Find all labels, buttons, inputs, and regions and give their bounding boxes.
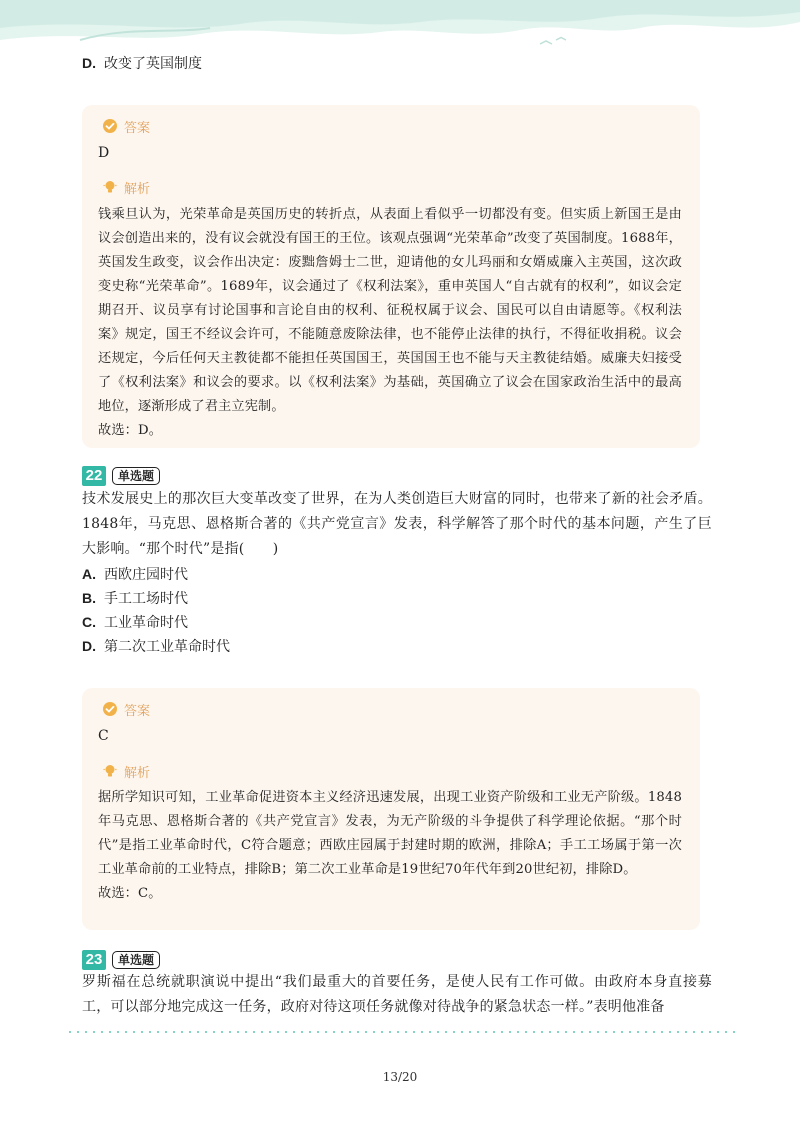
question-stem-22: 技术发展史上的那次巨大变革改变了世界，在为人类创造巨大财富的同时，也带来了新的社会矛盾。1848年，马克思、恩格斯合著的《共产党宣言》发表，科学解答了那个时代的基本问题，产生了巨大影响。“那个时代”是指( ) <box>82 491 712 557</box>
option-b: B. 手工工场时代 <box>82 590 188 607</box>
answer-value: C <box>98 728 109 744</box>
question-type-badge: 单选题 <box>112 951 160 969</box>
prev-option-d <box>82 53 202 74</box>
question-number: 23 <box>82 950 106 970</box>
analysis-text: 钱乘旦认为，光荣革命是英国历史的转折点，从表面上看似乎一切都没有变。但实质上新国王是由议会创造出来的，没有议会就没有国王的王位。该观点强调“光荣革命”改变了英国制度。1688年，英国发生政变，议会作出决定：废黜詹姆士二世，迎请他的女儿玛丽和女婿威廉入主英国，这次政变史称“光荣革命”。1689年，议会通过了《权利法案》，重申英国人“自古就有的权利”，如议会定期召开、议员享有讨论国事和言论自由的权利、征税权属于议会、国民可以自由请愿等。《权利法案》规定，国王不经议会许可，不能随意废除法律，也不能停止法律的执行，不得征收捐税。议会还规定，今后任何天主教徒都不能担任英国国王，英国国王也不能与天主教徒结婚。威廉夫妇接受了《权利法案》和议会的要求。以《权利法案》为基础，英国确立了议会在国家政治生活中的最高地位，逐渐形成了君主立宪制。 故选：D。 <box>98 207 682 438</box>
lightbulb-icon <box>102 763 118 779</box>
dotted-divider <box>66 1031 736 1033</box>
question-header-22 <box>82 466 160 486</box>
option-d: D. 第二次工业革命时代 <box>82 638 230 655</box>
option-c: C. 工业革命时代 <box>82 614 188 631</box>
question-type-badge: 单选题 <box>112 467 160 485</box>
check-badge-icon <box>102 118 118 134</box>
conclusion: 故选：D。 <box>98 423 163 438</box>
answer-label: 答案 <box>102 117 150 135</box>
question-header-23 <box>82 950 160 970</box>
question-number: 22 <box>82 466 106 486</box>
analysis-label: 解析 <box>102 762 150 780</box>
answer-label: 答案 <box>102 700 150 718</box>
check-badge-icon <box>102 701 118 717</box>
question-stem-23: 罗斯福在总统就职演说中提出“我们最重大的首要任务，是使人民有工作可做。由政府本身直接募工，可以部分地完成这一任务，政府对待这项任务就像对待战争的紧急状态一样。”表明他准备 <box>82 974 712 1015</box>
option-letter: D. <box>82 55 96 71</box>
analysis-text: 据所学知识可知，工业革命促进资本主义经济迅速发展，出现工业资产阶级和工业无产阶级。1848年马克思、恩格斯合著的《共产党宣言》发表，为无产阶级的斗争提供了科学理论依据。“那个时代”是指工业革命时代，C符合题意；西欧庄园属于封建时期的欧洲，排除A；手工工场属于第一次工业革命前的工业特点，排除B；第二次工业革命是19世纪70年代年到20世纪初，排除D。 故选：C。 <box>98 790 682 901</box>
analysis-label: 解析 <box>102 178 150 196</box>
answer-value: D <box>98 145 110 161</box>
option-text: 改变了英国制度 <box>104 56 202 72</box>
answer-box-22 <box>82 688 700 930</box>
conclusion: 故选：C。 <box>98 886 162 901</box>
lightbulb-icon <box>102 179 118 195</box>
page-number: 13/20 <box>382 1070 418 1084</box>
answer-box-prev <box>82 105 700 448</box>
option-a: A. 西欧庄园时代 <box>82 566 188 583</box>
header-decoration <box>0 0 800 60</box>
